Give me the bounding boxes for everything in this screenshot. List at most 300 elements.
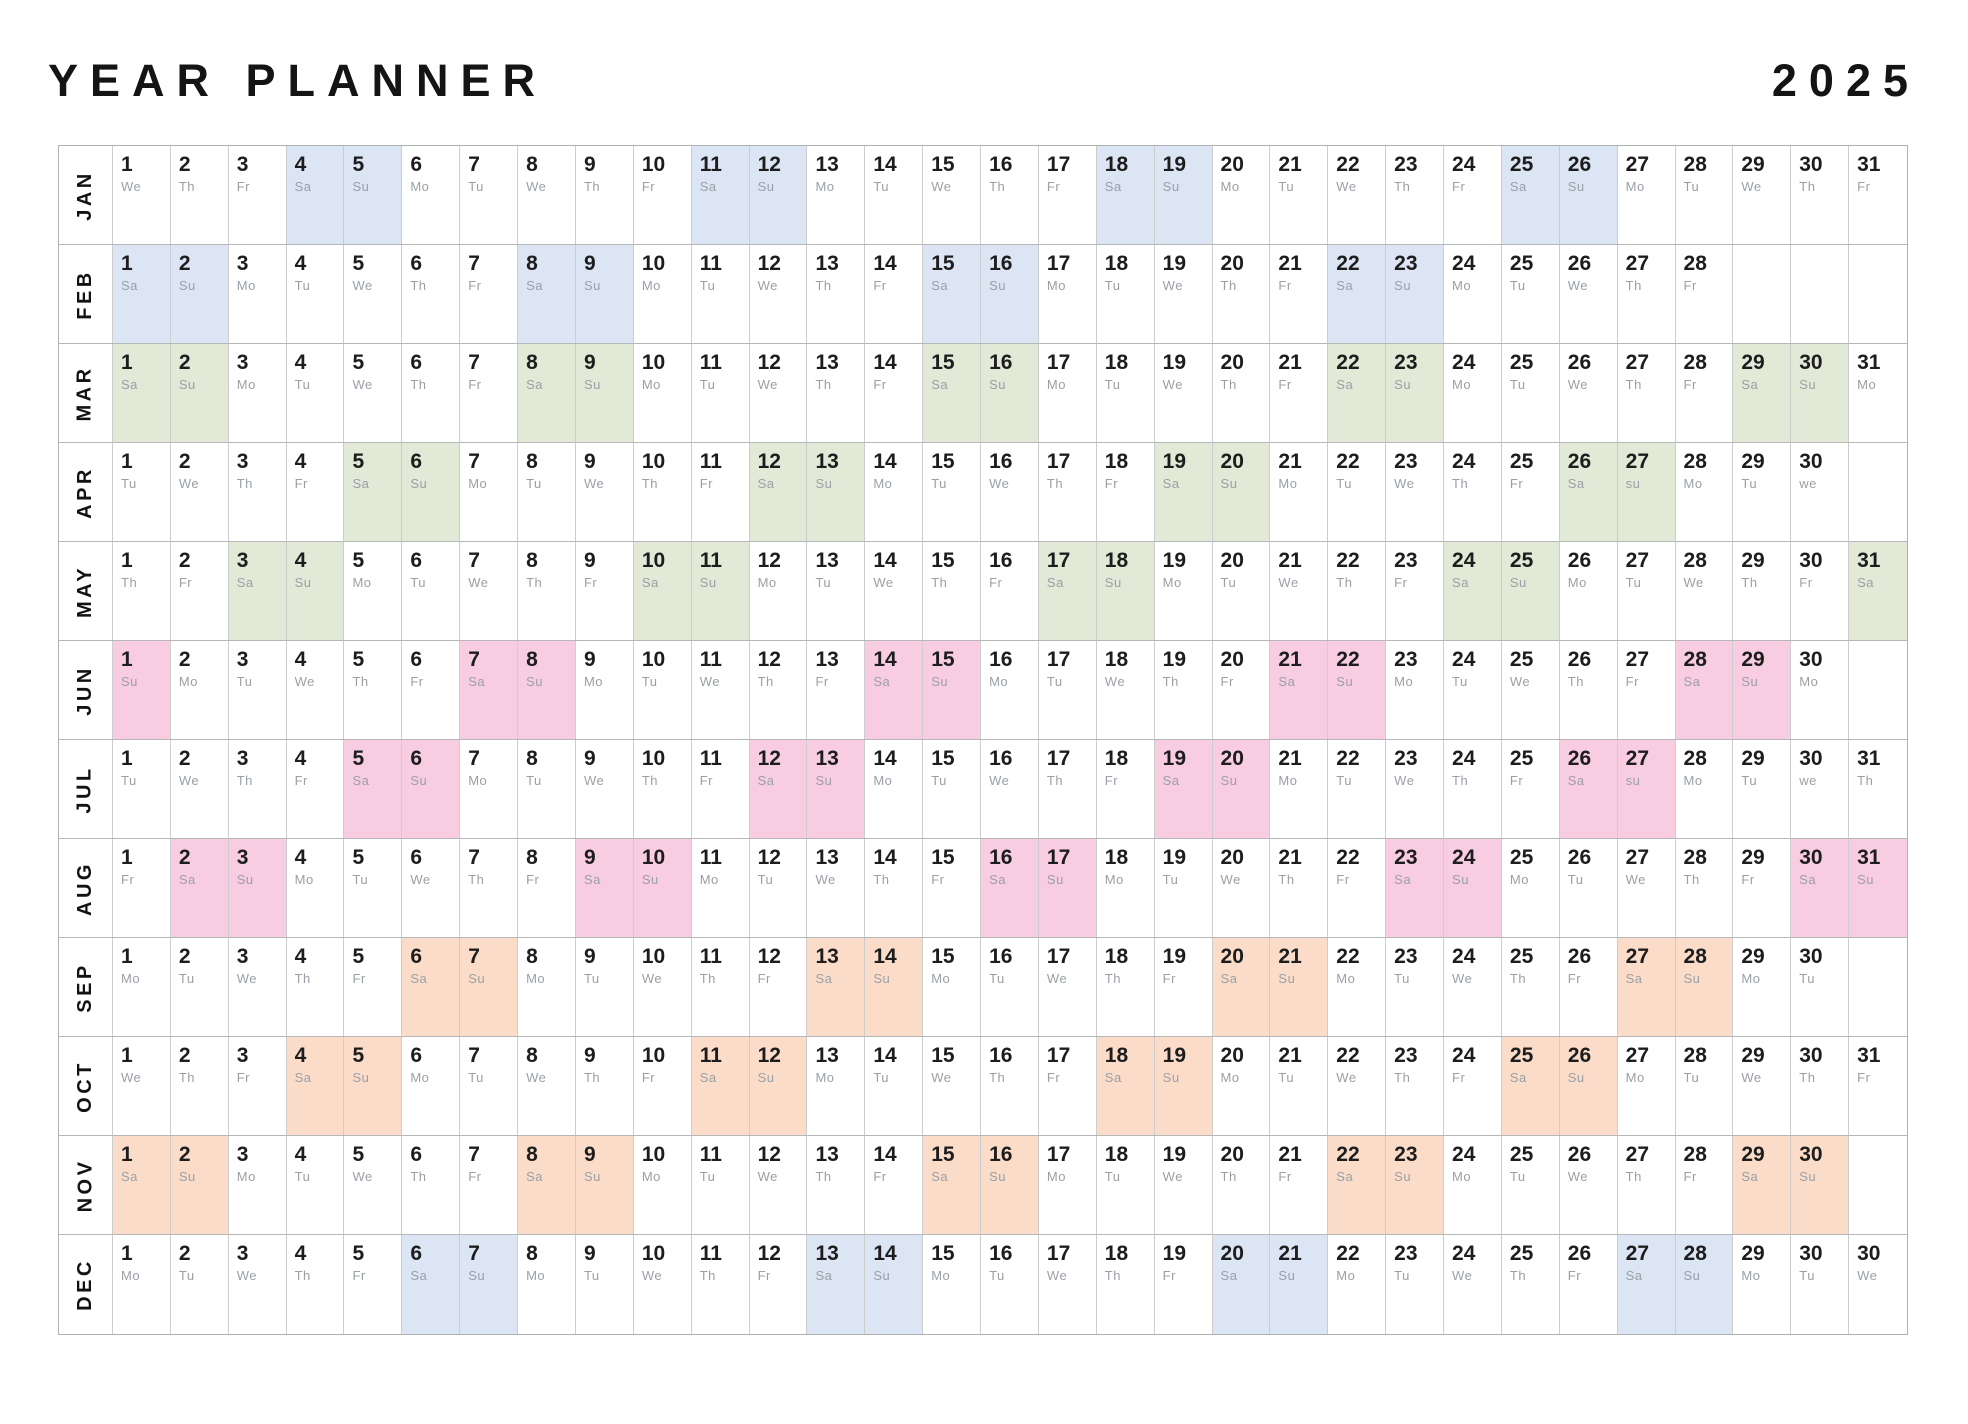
day-weekday: We: [1220, 872, 1241, 887]
day-number: 10: [641, 1044, 666, 1067]
day-weekday: Fr: [294, 773, 308, 788]
day-cell-mar-1: [113, 344, 171, 442]
day-number: 9: [583, 1242, 596, 1265]
day-weekday: Sa: [1220, 971, 1238, 986]
day-cell-dec-25: [1502, 1235, 1560, 1334]
day-number: 6: [410, 648, 423, 671]
day-cell-apr-25: [1502, 443, 1560, 541]
day-cell-apr-9: [576, 443, 634, 541]
day-cell-jul-19: [1155, 740, 1213, 838]
month-row-sep: [59, 938, 1907, 1037]
day-weekday: Tu: [1104, 377, 1121, 392]
day-cell-nov-13: [807, 1136, 865, 1234]
day-number: 28: [1683, 153, 1707, 176]
day-number: 11: [699, 1242, 722, 1265]
day-cell-sep-17: [1039, 938, 1097, 1036]
day-weekday: Su: [236, 872, 254, 887]
day-weekday: Tu: [1278, 179, 1295, 194]
day-weekday: We: [1162, 278, 1183, 293]
day-weekday: Su: [468, 971, 486, 986]
day-number: 4: [294, 945, 307, 968]
month-row-jun: [59, 641, 1907, 740]
day-cell-may-8: [518, 542, 576, 640]
day-cell-jun-28: [1676, 641, 1734, 739]
day-number: 6: [410, 1143, 423, 1166]
day-cell-jun-26: [1560, 641, 1618, 739]
day-number: 29: [1741, 351, 1765, 374]
day-weekday: Tu: [1394, 1268, 1410, 1283]
day-weekday: Th: [815, 278, 832, 293]
day-cell-nov-29: [1733, 1136, 1791, 1234]
day-number: 21: [1278, 549, 1302, 572]
day-number: 15: [931, 1143, 955, 1166]
day-cell-jun-1: [113, 641, 171, 739]
day-cell-jun-23: [1386, 641, 1444, 739]
day-cell-oct-27: [1618, 1037, 1676, 1135]
day-weekday: We: [178, 476, 200, 491]
day-number: 4: [294, 549, 307, 572]
day-number: 31: [1857, 747, 1881, 770]
day-number: 2: [178, 450, 191, 473]
day-weekday: Sa: [931, 377, 949, 392]
day-cell-sep-19: [1155, 938, 1213, 1036]
day-cell-jan-20: [1213, 146, 1271, 244]
day-number: 18: [1104, 1143, 1129, 1166]
day-cell-may-10: [634, 542, 692, 640]
day-weekday: Tu: [352, 872, 369, 887]
day-weekday: Tu: [1336, 476, 1352, 491]
day-weekday: Mo: [1625, 179, 1645, 194]
day-weekday: Th: [583, 1070, 601, 1085]
day-cell-oct-13: [807, 1037, 865, 1135]
day-number: 11: [699, 747, 722, 770]
day-cell-nov-15: [923, 1136, 981, 1234]
day-number: 18: [1104, 252, 1129, 275]
day-weekday: Th: [1220, 1169, 1237, 1184]
day-cell-aug-22: [1328, 839, 1386, 937]
day-number: 3: [236, 450, 249, 473]
day-cell-jun-30: [1791, 641, 1849, 739]
day-weekday: Mo: [583, 674, 604, 689]
day-cell-sep-22: [1328, 938, 1386, 1036]
day-number: 13: [815, 252, 839, 275]
day-number: 28: [1683, 252, 1707, 275]
day-weekday: Th: [699, 1268, 716, 1283]
day-cell-nov-26: [1560, 1136, 1618, 1234]
day-cell-sep-14: [865, 938, 923, 1036]
day-cell-feb-15: [923, 245, 981, 343]
day-weekday: Tu: [873, 1070, 890, 1085]
day-cell-aug-13: [807, 839, 865, 937]
day-number: 19: [1162, 549, 1187, 572]
day-number: 6: [410, 549, 423, 572]
day-cell-jun-19: [1155, 641, 1213, 739]
day-number: 20: [1220, 1242, 1244, 1265]
day-cell-nov-12: [750, 1136, 808, 1234]
day-cell-feb-20: [1213, 245, 1271, 343]
day-weekday: Mo: [1452, 377, 1472, 392]
day-weekday: Tu: [294, 377, 311, 392]
day-weekday: We: [757, 377, 778, 392]
day-cell-oct-4: [287, 1037, 345, 1135]
day-number: 30: [1799, 846, 1823, 869]
day-number: 12: [757, 1242, 781, 1265]
day-cell-aug-4: [287, 839, 345, 937]
day-cell-jul-5: [344, 740, 402, 838]
day-weekday: Fr: [352, 1268, 366, 1283]
day-weekday: Su: [352, 1070, 370, 1085]
day-weekday: Tu: [1509, 278, 1526, 293]
day-cell-mar-28: [1676, 344, 1734, 442]
day-weekday: Th: [178, 179, 196, 194]
day-weekday: Mo: [699, 872, 719, 887]
day-weekday: Fr: [294, 476, 308, 491]
day-cell-sep-10: [634, 938, 692, 1036]
day-number: 31: [1857, 351, 1881, 374]
day-cell-apr-5: [344, 443, 402, 541]
day-cell-sep-30: [1791, 938, 1849, 1036]
day-number: 19: [1162, 846, 1187, 869]
day-weekday: Fr: [1104, 773, 1119, 788]
day-cell-feb-2: [171, 245, 229, 343]
day-cell-sep-23: [1386, 938, 1444, 1036]
day-number: 3: [236, 1242, 249, 1265]
day-weekday: we: [1799, 773, 1817, 788]
day-weekday: Mo: [352, 575, 372, 590]
day-weekday: We: [526, 1070, 547, 1085]
month-row-jul: [59, 740, 1907, 839]
day-cell-may-4: [287, 542, 345, 640]
day-number: 15: [931, 1242, 955, 1265]
day-cell-nov-24: [1444, 1136, 1502, 1234]
day-number: 17: [1046, 252, 1071, 275]
day-cell-may-12: [750, 542, 808, 640]
day-cell-jun-12: [750, 641, 808, 739]
day-number: 5: [352, 252, 365, 275]
day-number: 27: [1625, 846, 1649, 869]
day-weekday: Th: [1625, 1169, 1642, 1184]
day-weekday: Th: [236, 773, 253, 788]
empty-cell: [1849, 1136, 1907, 1234]
day-weekday: We: [1394, 773, 1415, 788]
day-number: 5: [352, 153, 365, 176]
day-weekday: Tu: [583, 971, 600, 986]
day-number: 2: [178, 648, 191, 671]
day-weekday: Su: [1220, 773, 1238, 788]
day-number: 4: [294, 1242, 307, 1265]
day-cell-jul-16: [981, 740, 1039, 838]
day-weekday: Su: [757, 1070, 775, 1085]
day-weekday: Th: [1104, 1268, 1121, 1283]
day-cell-may-1: [113, 542, 171, 640]
day-number: 29: [1741, 1242, 1765, 1265]
day-weekday: Fr: [1683, 1169, 1697, 1184]
day-cell-jul-8: [518, 740, 576, 838]
day-number: 19: [1162, 945, 1187, 968]
day-cell-sep-4: [287, 938, 345, 1036]
day-number: 14: [873, 153, 897, 176]
page-title: YEAR PLANNER: [48, 55, 548, 106]
day-weekday: Fr: [1278, 1169, 1292, 1184]
day-cell-feb-4: [287, 245, 345, 343]
day-cell-jan-3: [229, 146, 287, 244]
day-weekday: Sa: [1509, 179, 1527, 194]
day-weekday: Mo: [526, 1268, 546, 1283]
day-cell-mar-20: [1213, 344, 1271, 442]
day-cell-aug-5: [344, 839, 402, 937]
day-weekday: Su: [641, 872, 659, 887]
day-number: 13: [815, 1242, 839, 1265]
day-cell-mar-12: [750, 344, 808, 442]
day-number: 20: [1220, 549, 1244, 572]
day-number: 29: [1741, 549, 1765, 572]
day-number: 2: [178, 1242, 191, 1265]
day-cell-oct-29: [1733, 1037, 1791, 1135]
month-label-cell: [59, 542, 113, 640]
day-number: 14: [873, 648, 897, 671]
day-number: 13: [815, 1044, 839, 1067]
day-number: 17: [1046, 1143, 1071, 1166]
day-cell-jan-2: [171, 146, 229, 244]
day-cell-jun-9: [576, 641, 634, 739]
day-weekday: Th: [1857, 773, 1874, 788]
day-number: 26: [1567, 549, 1592, 572]
day-cell-may-20: [1213, 542, 1271, 640]
day-number: 25: [1509, 945, 1534, 968]
day-cell-may-7: [460, 542, 518, 640]
day-weekday: Fr: [1162, 1268, 1176, 1283]
day-number: 6: [410, 945, 423, 968]
day-cell-nov-16: [981, 1136, 1039, 1234]
day-cell-aug-10: [634, 839, 692, 937]
day-weekday: Fr: [526, 872, 540, 887]
empty-cell: [1849, 245, 1907, 343]
day-cell-feb-9: [576, 245, 634, 343]
day-number: 14: [873, 450, 897, 473]
day-number: 26: [1567, 846, 1592, 869]
day-weekday: Tu: [1509, 377, 1526, 392]
day-cell-feb-26: [1560, 245, 1618, 343]
day-cell-apr-17: [1039, 443, 1097, 541]
day-number: 21: [1278, 648, 1302, 671]
day-cell-mar-7: [460, 344, 518, 442]
day-cell-mar-17: [1039, 344, 1097, 442]
day-cell-jun-15: [923, 641, 981, 739]
day-weekday: Fr: [757, 1268, 771, 1283]
day-weekday: Mo: [410, 179, 430, 194]
day-number: 22: [1336, 252, 1360, 275]
day-number: 11: [699, 351, 722, 374]
day-number: 4: [294, 846, 307, 869]
day-number: 27: [1625, 1143, 1649, 1166]
day-weekday: Sa: [1683, 674, 1701, 689]
day-number: 9: [583, 648, 596, 671]
day-cell-dec-14: [865, 1235, 923, 1334]
day-cell-jan-8: [518, 146, 576, 244]
day-number: 21: [1278, 747, 1302, 770]
day-number: 3: [236, 846, 249, 869]
day-cell-nov-25: [1502, 1136, 1560, 1234]
day-weekday: Mo: [931, 1268, 951, 1283]
day-cell-apr-13: [807, 443, 865, 541]
day-weekday: Sa: [1567, 773, 1585, 788]
day-weekday: Tu: [1741, 476, 1758, 491]
day-number: 23: [1394, 351, 1418, 374]
day-number: 4: [294, 1044, 307, 1067]
day-number: 30: [1799, 351, 1823, 374]
day-weekday: Mo: [641, 278, 661, 293]
day-number: 9: [583, 846, 596, 869]
day-cell-jan-15: [923, 146, 981, 244]
empty-cell: [1849, 938, 1907, 1036]
day-number: 28: [1683, 747, 1707, 770]
month-label: NOV: [74, 1158, 96, 1212]
day-cell-jun-16: [981, 641, 1039, 739]
day-number: 7: [468, 1143, 480, 1166]
day-number: 17: [1046, 945, 1071, 968]
day-cell-mar-29: [1733, 344, 1791, 442]
day-cell-oct-24: [1444, 1037, 1502, 1135]
day-weekday: Fr: [1567, 971, 1582, 986]
day-weekday: Th: [1104, 971, 1121, 986]
day-weekday: Su: [815, 773, 833, 788]
day-cell-oct-3: [229, 1037, 287, 1135]
day-weekday: Mo: [294, 872, 314, 887]
day-cell-oct-28: [1676, 1037, 1734, 1135]
day-number: 8: [526, 1044, 538, 1067]
day-weekday: Su: [1046, 872, 1064, 887]
day-number: 25: [1509, 252, 1534, 275]
day-cell-jul-31: [1849, 740, 1907, 838]
day-number: 30: [1799, 1143, 1823, 1166]
calendar-grid: [58, 145, 1908, 1335]
day-number: 22: [1336, 1242, 1360, 1265]
day-number: 7: [468, 153, 480, 176]
day-weekday: Tu: [1394, 971, 1410, 986]
day-number: 4: [294, 351, 307, 374]
day-weekday: Sa: [1509, 1070, 1527, 1085]
day-number: 10: [641, 747, 666, 770]
day-weekday: Mo: [468, 773, 488, 788]
day-weekday: Mo: [1683, 476, 1703, 491]
day-cell-jan-6: [402, 146, 460, 244]
day-cell-nov-30: [1791, 1136, 1849, 1234]
day-cell-aug-31: [1849, 839, 1907, 937]
day-cell-jun-13: [807, 641, 865, 739]
day-cell-nov-6: [402, 1136, 460, 1234]
day-number: 23: [1394, 1242, 1418, 1265]
day-cell-dec-17: [1039, 1235, 1097, 1334]
day-weekday: Mo: [1452, 278, 1472, 293]
day-number: 18: [1104, 351, 1129, 374]
day-weekday: we: [1799, 476, 1817, 491]
day-number: 24: [1452, 1143, 1476, 1166]
day-number: 23: [1394, 252, 1418, 275]
day-number: 3: [236, 747, 249, 770]
day-cell-jul-20: [1213, 740, 1271, 838]
day-weekday: Sa: [1741, 1169, 1759, 1184]
day-cell-feb-24: [1444, 245, 1502, 343]
day-number: 7: [468, 450, 480, 473]
day-weekday: Fr: [989, 575, 1003, 590]
day-weekday: We: [1046, 1268, 1068, 1283]
day-weekday: Tu: [526, 476, 542, 491]
day-weekday: Mo: [410, 1070, 430, 1085]
day-cell-oct-18: [1097, 1037, 1155, 1135]
day-weekday: Th: [1452, 476, 1469, 491]
day-cell-feb-18: [1097, 245, 1155, 343]
day-weekday: We: [352, 1169, 373, 1184]
day-weekday: Su: [699, 575, 717, 590]
day-weekday: Mo: [1046, 1169, 1066, 1184]
day-number: 8: [526, 747, 538, 770]
day-number: 5: [352, 747, 365, 770]
day-weekday: Fr: [1683, 377, 1697, 392]
day-cell-dec-7: [460, 1235, 518, 1334]
day-weekday: Sa: [1625, 971, 1643, 986]
day-weekday: Fr: [236, 179, 251, 194]
page-year: 2025: [1771, 55, 1920, 106]
day-cell-sep-12: [750, 938, 808, 1036]
day-number: 6: [410, 747, 423, 770]
day-weekday: Th: [1625, 278, 1642, 293]
day-number: 13: [815, 945, 839, 968]
day-weekday: Th: [989, 179, 1006, 194]
day-weekday: Th: [1278, 872, 1295, 887]
day-number: 20: [1220, 945, 1244, 968]
day-weekday: We: [178, 773, 200, 788]
day-number: 30: [1799, 549, 1823, 572]
day-number: 3: [236, 351, 249, 374]
day-number: 17: [1046, 1044, 1071, 1067]
day-cell-jul-14: [865, 740, 923, 838]
day-weekday: Sa: [410, 971, 428, 986]
day-number: 20: [1220, 351, 1244, 374]
day-cell-jul-21: [1270, 740, 1328, 838]
day-number: 5: [352, 1044, 365, 1067]
day-weekday: Su: [1567, 1070, 1585, 1085]
day-weekday: Tu: [121, 476, 137, 491]
day-weekday: Th: [1162, 674, 1179, 689]
day-number: 26: [1567, 747, 1592, 770]
day-number: 18: [1104, 945, 1129, 968]
day-weekday: Mo: [236, 377, 256, 392]
day-cell-jun-8: [518, 641, 576, 739]
day-number: 19: [1162, 747, 1187, 770]
day-weekday: Fr: [1741, 872, 1755, 887]
day-cell-mar-15: [923, 344, 981, 442]
day-weekday: Th: [236, 476, 253, 491]
day-cell-dec-2: [171, 1235, 229, 1334]
day-number: 27: [1625, 351, 1649, 374]
day-cell-nov-14: [865, 1136, 923, 1234]
day-cell-dec-1: [113, 1235, 171, 1334]
day-number: 10: [641, 450, 666, 473]
month-label-cell: [59, 443, 113, 541]
day-cell-mar-23: [1386, 344, 1444, 442]
day-weekday: Tu: [815, 575, 832, 590]
day-cell-apr-29: [1733, 443, 1791, 541]
day-number: 6: [410, 252, 423, 275]
day-cell-jan-5: [344, 146, 402, 244]
day-number: 12: [757, 351, 781, 374]
day-cell-aug-23: [1386, 839, 1444, 937]
month-label: JUL: [73, 764, 96, 814]
day-number: 20: [1220, 1044, 1244, 1067]
day-cell-jun-14: [865, 641, 923, 739]
day-number: 7: [468, 549, 480, 572]
day-cell-dec-18: [1097, 1235, 1155, 1334]
